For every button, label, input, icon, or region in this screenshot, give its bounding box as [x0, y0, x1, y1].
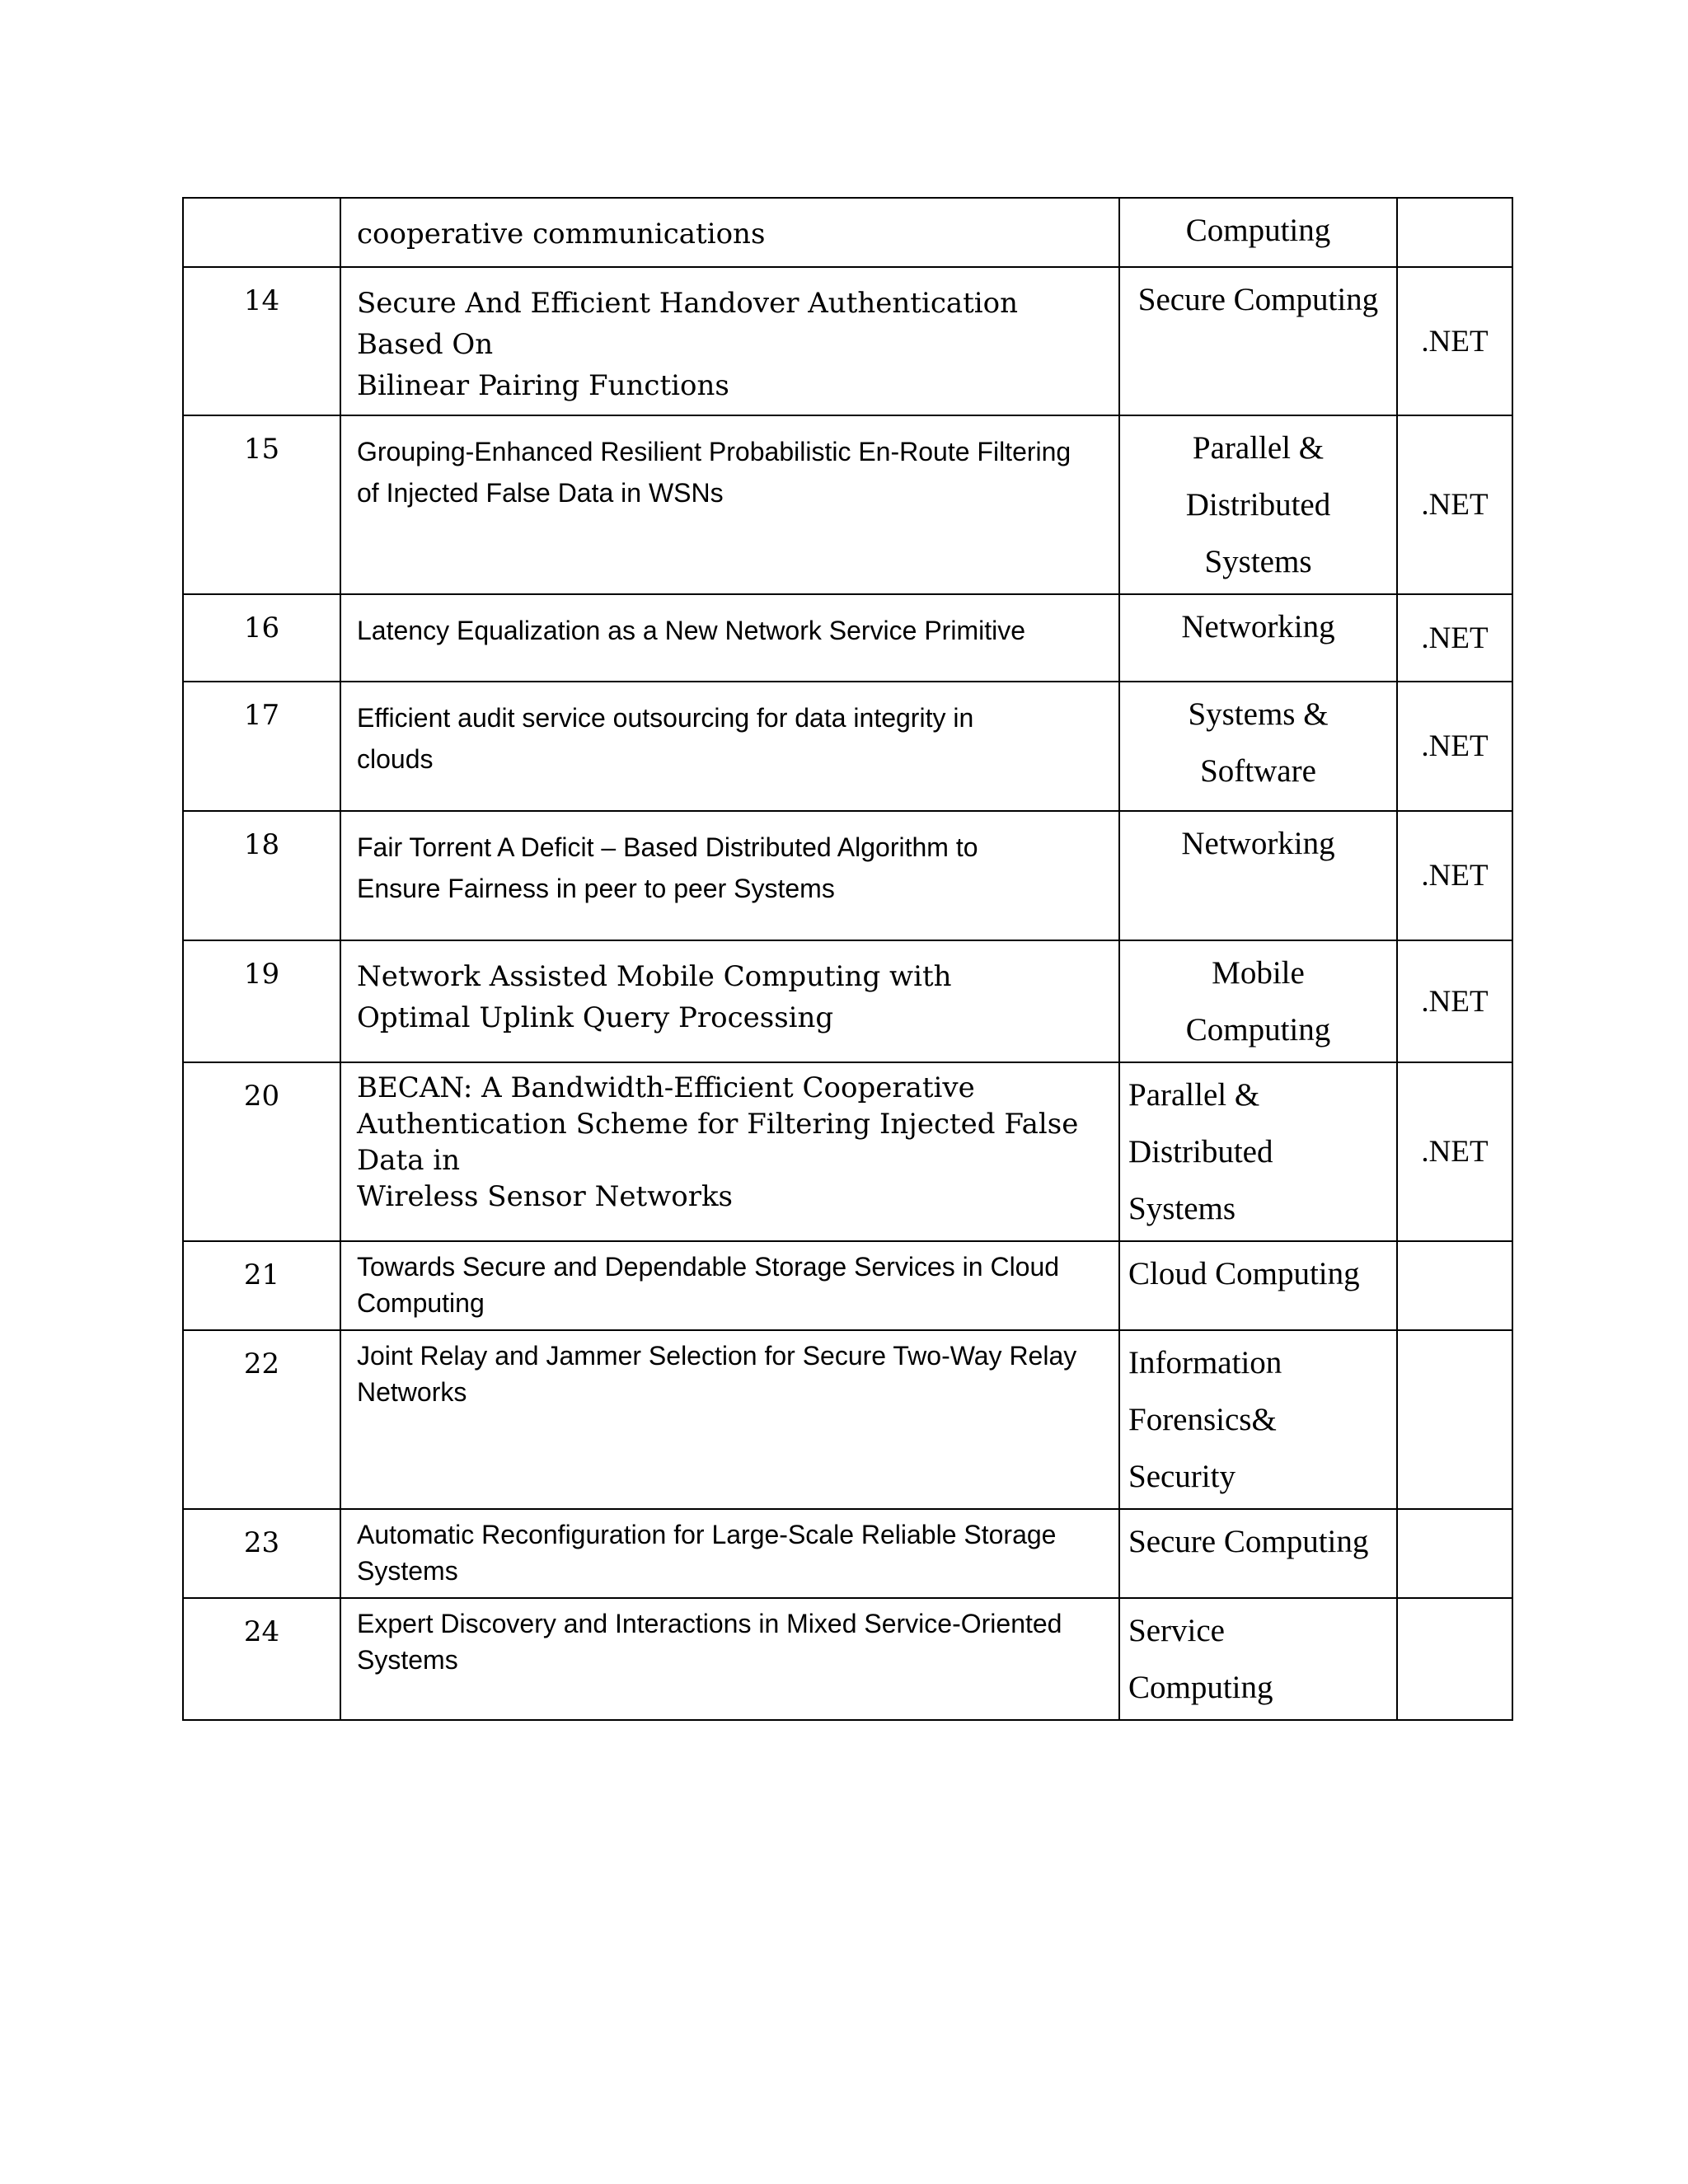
project-title	[340, 1062, 1119, 1241]
row-number: 20	[183, 1062, 340, 1241]
project-technology	[1397, 1330, 1512, 1509]
project-domain	[1119, 1509, 1397, 1598]
project-domain	[1119, 267, 1397, 415]
project-domain	[1119, 940, 1397, 1062]
project-domain-line: Systems	[1128, 1191, 1236, 1226]
row-number: 14	[183, 267, 340, 415]
project-title	[340, 940, 1119, 1062]
row-number: 17	[183, 682, 340, 811]
project-title-line: Fair Torrent A Deficit – Based Distributed Algorithm to	[357, 832, 978, 862]
project-title	[340, 1241, 1119, 1330]
project-domain	[1119, 1598, 1397, 1720]
project-technology	[1397, 1598, 1512, 1720]
project-domain-line: Parallel &	[1128, 1077, 1260, 1113]
project-domain	[1119, 594, 1397, 682]
project-domain-line: Computing	[1128, 1670, 1273, 1705]
project-domain	[1119, 682, 1397, 811]
table-row	[183, 415, 1512, 594]
project-title-line: Network Assisted Mobile Computing with	[357, 960, 952, 993]
project-technology: .NET	[1397, 415, 1512, 594]
project-domain-line: Secure Computing	[1137, 282, 1379, 317]
project-technology	[1397, 1509, 1512, 1598]
project-title	[340, 267, 1119, 415]
project-domain-line: Systems &	[1188, 696, 1329, 732]
project-title-line: Joint Relay and Jammer Selection for Secure Two-Way Relay	[357, 1341, 1077, 1371]
project-title-line: Efficient audit service outsourcing for data integrity in	[357, 703, 974, 733]
project-domain	[1119, 415, 1397, 594]
project-technology: .NET	[1397, 267, 1512, 415]
project-domain-line: Information	[1128, 1345, 1282, 1380]
table-row	[183, 1330, 1512, 1509]
project-title	[340, 1509, 1119, 1598]
project-title-line: Secure And Efficient Handover Authentication Based On	[357, 287, 1019, 361]
table-row	[183, 1598, 1512, 1720]
row-number: 15	[183, 415, 340, 594]
project-title-line: Latency Equalization as a New Network Service Primitive	[357, 616, 1025, 645]
project-domain-line: Parallel &	[1192, 430, 1325, 466]
row-number: 24	[183, 1598, 340, 1720]
project-domain-line: Networking	[1181, 609, 1335, 644]
project-title	[340, 1598, 1119, 1720]
project-title	[340, 415, 1119, 594]
table-row	[183, 594, 1512, 682]
project-title-line: Authentication Scheme for Filtering Injected False Data in	[357, 1108, 1079, 1177]
project-title-line: cooperative communications	[357, 218, 766, 251]
project-title-line: Wireless Sensor Networks	[357, 1180, 733, 1213]
table-row	[183, 267, 1512, 415]
row-number	[183, 198, 340, 267]
row-number: 16	[183, 594, 340, 682]
table-body	[183, 198, 1512, 1720]
project-domain	[1119, 1062, 1397, 1241]
project-technology: .NET	[1397, 682, 1512, 811]
project-title-line: Networks	[357, 1377, 467, 1407]
project-title-line: Computing	[357, 1288, 485, 1318]
row-number: 19	[183, 940, 340, 1062]
project-domain-line: Security	[1128, 1459, 1236, 1494]
project-title	[340, 198, 1119, 267]
project-domain-line: Distributed	[1185, 487, 1331, 523]
project-title	[340, 594, 1119, 682]
project-technology: .NET	[1397, 1062, 1512, 1241]
table-row	[183, 940, 1512, 1062]
project-domain-line: Forensics&	[1128, 1402, 1277, 1437]
project-domain-line: Networking	[1181, 826, 1335, 861]
row-number: 18	[183, 811, 340, 940]
project-domain	[1119, 1241, 1397, 1330]
project-domain-line: Software	[1200, 753, 1316, 789]
project-domain-line: Service	[1128, 1613, 1225, 1648]
table-row	[183, 811, 1512, 940]
project-technology: .NET	[1397, 594, 1512, 682]
project-title	[340, 811, 1119, 940]
project-title-line: clouds	[357, 744, 434, 774]
table-row	[183, 682, 1512, 811]
project-domain-line: Distributed	[1128, 1134, 1273, 1169]
row-number: 23	[183, 1509, 340, 1598]
table-row	[183, 198, 1512, 267]
project-title-line: Systems	[357, 1556, 458, 1586]
table-row	[183, 1241, 1512, 1330]
project-technology	[1397, 198, 1512, 267]
project-technology	[1397, 1241, 1512, 1330]
project-domain-line: Mobile	[1212, 955, 1305, 991]
project-technology: .NET	[1397, 940, 1512, 1062]
project-domain-line: Secure Computing	[1128, 1524, 1369, 1559]
project-domain	[1119, 811, 1397, 940]
project-domain-line: Systems	[1204, 544, 1312, 579]
project-table	[182, 197, 1513, 1721]
project-technology: .NET	[1397, 811, 1512, 940]
row-number: 22	[183, 1330, 340, 1509]
project-title-line: Towards Secure and Dependable Storage Services in Cloud	[357, 1252, 1060, 1282]
project-title-line: Optimal Uplink Query Processing	[357, 1001, 834, 1034]
project-domain	[1119, 1330, 1397, 1509]
row-number: 21	[183, 1241, 340, 1330]
project-title	[340, 1330, 1119, 1509]
project-title	[340, 682, 1119, 811]
project-title-line: of Injected False Data in WSNs	[357, 478, 724, 508]
table-row	[183, 1062, 1512, 1241]
project-title-line: Expert Discovery and Interactions in Mixed Service-Oriented	[357, 1609, 1062, 1638]
table-row	[183, 1509, 1512, 1598]
project-title-line: Grouping-Enhanced Resilient Probabilistic En-Route Filtering	[357, 437, 1071, 466]
project-domain-line: Cloud Computing	[1128, 1256, 1360, 1291]
project-title-line: Bilinear Pairing Functions	[357, 369, 729, 402]
project-domain-line: Computing	[1185, 1012, 1331, 1047]
project-title-line: BECAN: A Bandwidth-Efficient Cooperative	[357, 1071, 975, 1104]
project-title-line: Ensure Fairness in peer to peer Systems	[357, 874, 835, 903]
project-title-line: Automatic Reconfiguration for Large-Scale Reliable Storage	[357, 1520, 1057, 1549]
project-title-line: Systems	[357, 1645, 458, 1675]
project-domain	[1119, 198, 1397, 267]
project-domain-line: Computing	[1185, 213, 1331, 248]
